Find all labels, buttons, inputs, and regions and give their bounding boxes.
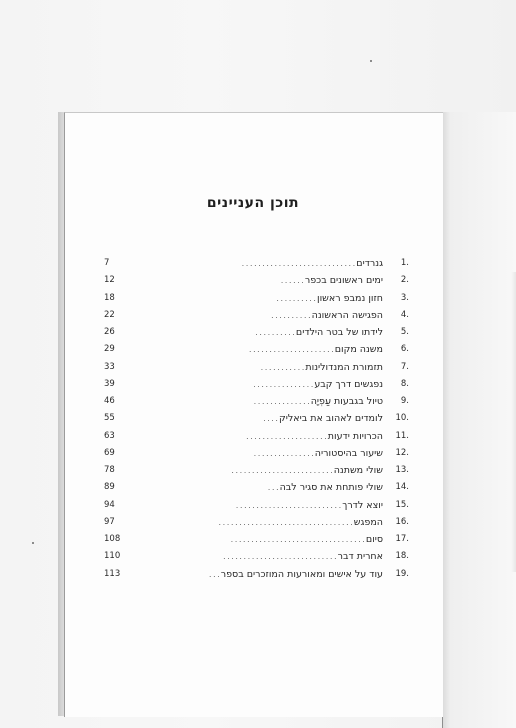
chapter-line xyxy=(111,410,383,428)
chapter-number: 12. xyxy=(395,447,409,458)
chapter-line xyxy=(111,479,383,497)
chapter-line xyxy=(111,393,383,411)
chapter-title: עוד על אישים ומאורעות המוזכרים בספר xyxy=(220,568,383,580)
leader-dots: ...... xyxy=(280,278,305,286)
page-number: 94 xyxy=(104,499,115,510)
leader-dots: ............... xyxy=(252,381,315,389)
scan-speck xyxy=(370,60,372,62)
leader-dots: .......... xyxy=(275,295,317,303)
page-number: 26 xyxy=(104,327,115,337)
page-number: 7 xyxy=(104,258,110,268)
page-number: 110 xyxy=(104,551,121,562)
chapter-number: 5. xyxy=(400,327,409,337)
chapter-title: סיום xyxy=(365,534,383,545)
toc-entry xyxy=(104,359,409,376)
chapter-number: 11. xyxy=(395,430,409,441)
page-number: 69 xyxy=(104,447,115,458)
chapter-number: 16. xyxy=(395,516,409,527)
toc-entry xyxy=(104,479,409,496)
chapter-line xyxy=(111,497,383,515)
chapter-title: יוצא לדרך xyxy=(342,499,383,511)
page-number: 46 xyxy=(104,396,115,406)
chapter-title: המפגש xyxy=(353,516,383,528)
leader-dots: ............................ xyxy=(241,261,357,268)
leader-dots: ............... xyxy=(253,450,315,458)
chapter-line xyxy=(111,307,383,325)
chapter-title: משנה מקום xyxy=(334,344,383,356)
page-number: 33 xyxy=(104,361,115,372)
page-number: 55 xyxy=(104,413,115,424)
toc-entry xyxy=(104,393,409,410)
chapter-number: 3. xyxy=(400,292,409,303)
chapter-line xyxy=(111,462,383,480)
chapter-line xyxy=(111,566,383,584)
chapter-title: שיעור בהיסטוריה xyxy=(314,447,383,459)
leader-dots: ............................ xyxy=(222,554,338,562)
leader-dots: ................................. xyxy=(230,537,366,544)
toc-entry xyxy=(104,428,409,445)
toc-entry xyxy=(104,324,409,341)
leader-dots: .... xyxy=(262,416,280,424)
page-number: 113 xyxy=(104,568,121,579)
chapter-line xyxy=(111,548,383,566)
leader-dots: ........... xyxy=(260,364,306,372)
toc-entry xyxy=(104,531,409,548)
toc-entry xyxy=(104,514,409,531)
table-of-contents xyxy=(104,255,409,583)
chapter-number: 2. xyxy=(400,275,409,286)
chapter-line xyxy=(111,341,383,359)
page-number: 97 xyxy=(104,516,115,527)
leader-dots: .......... xyxy=(270,312,312,320)
chapter-line xyxy=(111,324,383,342)
chapter-number: 13. xyxy=(395,465,409,475)
toc-entry xyxy=(104,341,409,358)
chapter-title: הכרויות ידעות xyxy=(327,430,383,442)
page-number: 78 xyxy=(104,465,115,475)
chapter-title: גנרדים xyxy=(356,258,383,269)
toc-entry xyxy=(104,410,409,427)
toc-entry xyxy=(104,255,409,272)
chapter-title: ימים ראשונים בכפר xyxy=(304,275,383,287)
toc-entry xyxy=(104,272,409,289)
chapter-number: 9. xyxy=(400,396,409,406)
chapter-line xyxy=(111,531,383,549)
leader-dots: .......... xyxy=(254,330,296,337)
leader-dots: .................... xyxy=(245,433,328,441)
chapter-title: לידתו של בטר הילדים xyxy=(295,327,383,338)
toc-entry xyxy=(104,376,409,393)
chapter-number: 10. xyxy=(395,413,409,424)
chapter-title: הפגישה הראשונה xyxy=(311,309,383,321)
toc-entry xyxy=(104,307,409,324)
chapter-number: 17. xyxy=(395,534,409,544)
toc-entry xyxy=(104,548,409,565)
leader-dots: ......................... xyxy=(230,468,334,475)
chapter-number: 15. xyxy=(395,499,409,510)
chapter-line xyxy=(111,376,383,394)
chapter-number: 14. xyxy=(395,482,409,493)
page-number: 29 xyxy=(104,344,115,355)
chapter-line xyxy=(111,514,383,532)
chapter-line xyxy=(111,290,383,308)
leader-dots: ................................. xyxy=(218,519,354,527)
chapter-title: אחרית דבר xyxy=(337,551,383,563)
chapter-number: 1. xyxy=(400,258,409,268)
page-number: 18 xyxy=(104,292,115,303)
chapter-number: 18. xyxy=(395,551,409,562)
chapter-line xyxy=(111,359,383,377)
chapter-number: 4. xyxy=(400,309,409,320)
chapter-line xyxy=(111,272,383,290)
leader-dots: ... xyxy=(208,571,221,579)
chapter-line xyxy=(111,445,383,463)
toc-entry xyxy=(104,497,409,514)
page-number: 22 xyxy=(104,309,115,320)
chapter-title: שולי פותחת את סגיר לבה xyxy=(279,482,383,494)
leader-dots: ... xyxy=(267,485,280,493)
toc-entry xyxy=(104,290,409,307)
toc-entry xyxy=(104,445,409,462)
leader-dots: .......................... xyxy=(235,502,343,510)
chapter-title: תזמורת המנדולינות xyxy=(305,361,383,373)
chapter-number: 19. xyxy=(395,568,409,579)
page-number: 108 xyxy=(104,534,121,544)
page-number: 63 xyxy=(104,430,115,441)
facing-page-shade xyxy=(511,272,516,572)
leader-dots: ..................... xyxy=(248,347,335,355)
chapter-line xyxy=(111,255,383,273)
chapter-number: 6. xyxy=(400,344,409,355)
page-title: תוכן העניינים xyxy=(206,195,300,211)
chapter-title: טיול בגבעות עַפְיָה xyxy=(310,396,383,407)
page-number: 39 xyxy=(104,378,115,389)
toc-entry xyxy=(104,566,409,583)
chapter-title: לומדים לאהוב את ביאליק xyxy=(279,413,383,425)
chapter-number: 8. xyxy=(400,378,409,389)
chapter-title: שולי משתנה xyxy=(333,465,383,476)
scan-speck xyxy=(32,542,34,544)
chapter-title: נפגשים דרך קבע xyxy=(314,378,383,390)
chapter-number: 7. xyxy=(400,361,409,372)
chapter-line xyxy=(111,428,383,446)
facing-page-edge xyxy=(442,112,516,728)
leader-dots: .............. xyxy=(253,399,311,406)
toc-entry xyxy=(104,462,409,479)
chapter-title: חזון נמבפ ראשון xyxy=(316,292,383,304)
page-number: 12 xyxy=(104,275,115,286)
page-number: 89 xyxy=(104,482,115,493)
